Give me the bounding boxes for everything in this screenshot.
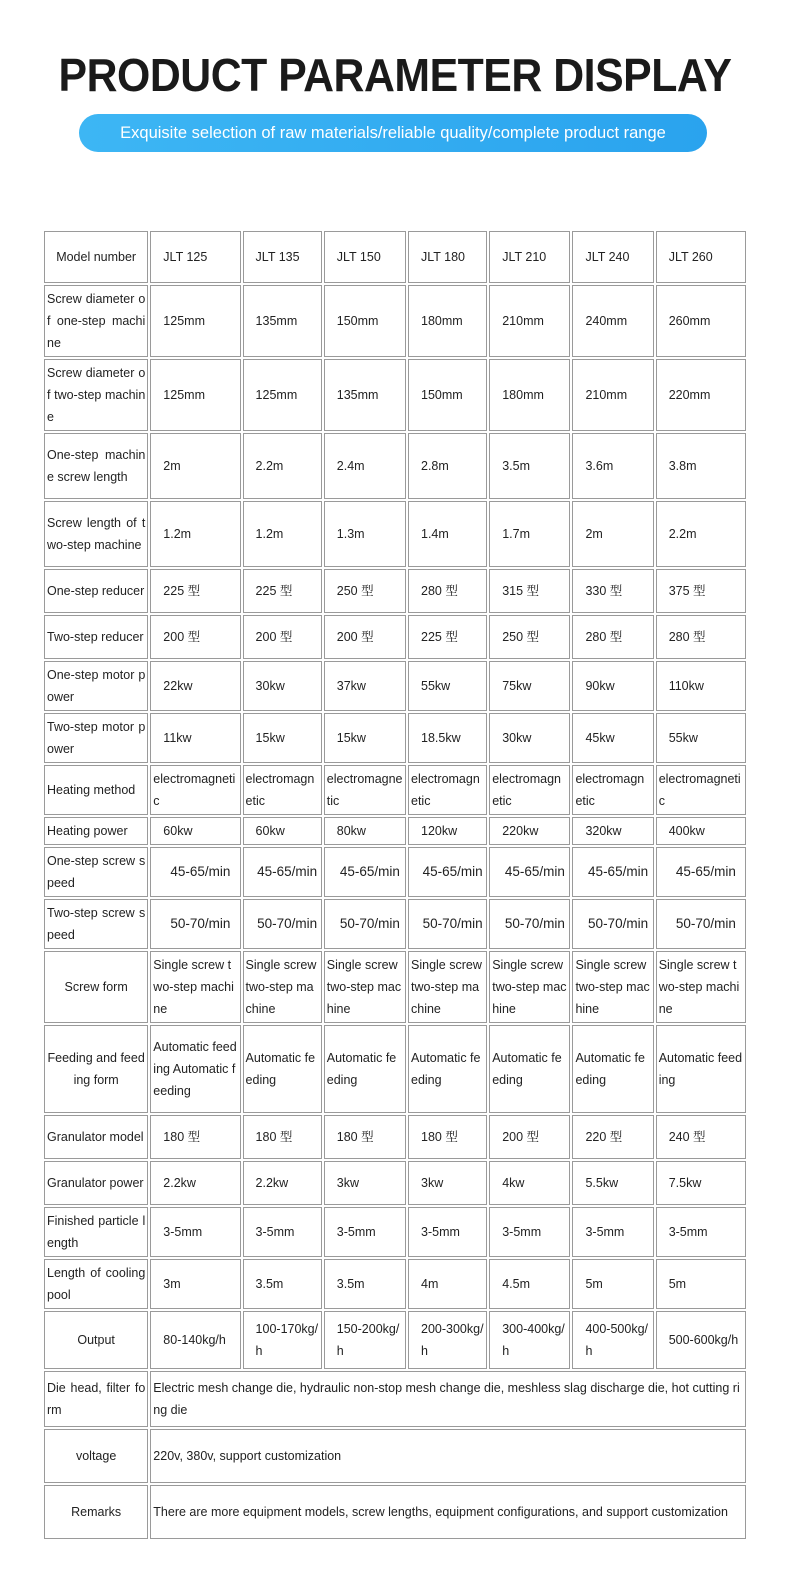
table-cell: JLT 135 (243, 231, 322, 283)
table-cell: Single screw two-step machine (656, 951, 746, 1023)
table-cell: JLT 180 (408, 231, 487, 283)
parameter-table (42, 229, 748, 1541)
table-cell: Single screw two-step machine (408, 951, 487, 1023)
table-cell: 45kw (572, 713, 653, 763)
table-row (44, 359, 746, 431)
table-cell: 50-70/min (572, 899, 653, 949)
row-label: One-step screw speed (44, 847, 148, 897)
table-cell: 5.5kw (572, 1161, 653, 1205)
table-row-die-head (44, 1371, 746, 1427)
table-cell: Automatic feeding (572, 1025, 653, 1113)
table-cell: Single screw two-step machine (150, 951, 240, 1023)
table-cell: 120kw (408, 817, 487, 845)
row-label: Two-step reducer (44, 615, 148, 659)
table-cell: 75kw (489, 661, 570, 711)
table-cell: 3.5m (324, 1259, 406, 1309)
table-cell: 30kw (489, 713, 570, 763)
table-cell: Automatic feeding (324, 1025, 406, 1113)
table-cell: 45-65/min (656, 847, 746, 897)
table-cell: 50-70/min (150, 899, 240, 949)
table-cell: JLT 260 (656, 231, 746, 283)
remarks-value: There are more equipment models, screw lengths, equipment configurations, and support customization (150, 1485, 746, 1539)
table-cell: 225 型 (150, 569, 240, 613)
table-cell: 3-5mm (572, 1207, 653, 1257)
table-cell: 45-65/min (572, 847, 653, 897)
table-cell: 125mm (243, 359, 322, 431)
table-cell: 180 型 (150, 1115, 240, 1159)
table-cell: 150mm (408, 359, 487, 431)
table-cell: 3kw (324, 1161, 406, 1205)
table-cell: 3-5mm (656, 1207, 746, 1257)
table-cell: 2m (572, 501, 653, 567)
table-cell: Single screw two-step machine (243, 951, 322, 1023)
table-cell: Automatic feeding (243, 1025, 322, 1113)
table-cell: electromagnetic (656, 765, 746, 815)
row-label: Die head, filter form (44, 1371, 148, 1427)
table-cell: 45-65/min (324, 847, 406, 897)
table-cell: 45-65/min (408, 847, 487, 897)
table-cell: 5m (572, 1259, 653, 1309)
table-cell: 1.7m (489, 501, 570, 567)
table-cell: 15kw (243, 713, 322, 763)
table-cell: 315 型 (489, 569, 570, 613)
row-label: Finished particle length (44, 1207, 148, 1257)
row-label: Screw diameter of two-step machine (44, 359, 148, 431)
table-cell: 22kw (150, 661, 240, 711)
table-cell: 260mm (656, 285, 746, 357)
table-cell: 50-70/min (408, 899, 487, 949)
table-cell: 4kw (489, 1161, 570, 1205)
row-label: Feeding and feeding form (44, 1025, 148, 1113)
table-cell: 220 型 (572, 1115, 653, 1159)
table-row (44, 1259, 746, 1309)
table-row (44, 1311, 746, 1369)
table-cell: 45-65/min (489, 847, 570, 897)
table-cell: 400kw (656, 817, 746, 845)
table-cell: 240 型 (656, 1115, 746, 1159)
table-cell: 3-5mm (243, 1207, 322, 1257)
table-cell: 200 型 (243, 615, 322, 659)
row-label: Granulator model (44, 1115, 148, 1159)
table-cell: 45-65/min (243, 847, 322, 897)
table-cell: 210mm (572, 359, 653, 431)
voltage-value: 220v, 380v, support customization (150, 1429, 746, 1483)
table-cell: 90kw (572, 661, 653, 711)
table-cell: 1.4m (408, 501, 487, 567)
table-cell: 375 型 (656, 569, 746, 613)
table-cell: 3m (150, 1259, 240, 1309)
table-cell: 55kw (656, 713, 746, 763)
row-label: Heating power (44, 817, 148, 845)
table-cell: JLT 240 (572, 231, 653, 283)
table-cell: 400-500kg/h (572, 1311, 653, 1369)
table-cell: Automatic feeding (489, 1025, 570, 1113)
table-cell: 55kw (408, 661, 487, 711)
table-cell: JLT 125 (150, 231, 240, 283)
table-cell: 180 型 (243, 1115, 322, 1159)
table-row (44, 661, 746, 711)
table-cell: electromagnetic (572, 765, 653, 815)
table-row (44, 1207, 746, 1257)
table-cell: JLT 210 (489, 231, 570, 283)
table-cell: 500-600kg/h (656, 1311, 746, 1369)
table-cell: 2.2kw (243, 1161, 322, 1205)
table-cell: Single screw two-step machine (489, 951, 570, 1023)
row-label: Model number (44, 231, 148, 283)
row-label: voltage (44, 1429, 148, 1483)
table-cell: 3.5m (489, 433, 570, 499)
table-cell: 250 型 (489, 615, 570, 659)
table-row (44, 1025, 746, 1113)
row-label: Heating method (44, 765, 148, 815)
table-cell: 300-400kg/h (489, 1311, 570, 1369)
row-label: One-step machine screw length (44, 433, 148, 499)
table-cell: 80kw (324, 817, 406, 845)
table-cell: 330 型 (572, 569, 653, 613)
table-cell: 200 型 (324, 615, 406, 659)
table-cell: JLT 150 (324, 231, 406, 283)
table-cell: 3-5mm (324, 1207, 406, 1257)
table-cell: 37kw (324, 661, 406, 711)
row-label: One-step motor power (44, 661, 148, 711)
table-cell: 200 型 (150, 615, 240, 659)
table-row (44, 1115, 746, 1159)
table-cell: electromagnetic (408, 765, 487, 815)
table-cell: Automatic feeding (408, 1025, 487, 1113)
table-cell: 1.2m (243, 501, 322, 567)
table-cell: 2.2kw (150, 1161, 240, 1205)
table-cell: 180mm (489, 359, 570, 431)
table-cell: 280 型 (408, 569, 487, 613)
table-cell: 50-70/min (243, 899, 322, 949)
page-title: PRODUCT PARAMETER DISPLAY (58, 49, 732, 101)
table-cell: 2.2m (243, 433, 322, 499)
table-cell: 80-140kg/h (150, 1311, 240, 1369)
table-cell: 2.4m (324, 433, 406, 499)
table-cell: 280 型 (656, 615, 746, 659)
table-cell: 2m (150, 433, 240, 499)
table-row (44, 615, 746, 659)
row-label: Granulator power (44, 1161, 148, 1205)
table-cell: 4.5m (489, 1259, 570, 1309)
table-row (44, 817, 746, 845)
table-cell: 18.5kw (408, 713, 487, 763)
row-label: Remarks (44, 1485, 148, 1539)
table-cell: 3.6m (572, 433, 653, 499)
table-cell: 30kw (243, 661, 322, 711)
table-cell: 50-70/min (324, 899, 406, 949)
subtitle-banner (79, 114, 707, 152)
table-cell: Automatic feeding (656, 1025, 746, 1113)
table-cell: 11kw (150, 713, 240, 763)
table-row (44, 285, 746, 357)
table-cell: 2.8m (408, 433, 487, 499)
table-cell: 180 型 (324, 1115, 406, 1159)
table-cell: Automatic feeding Automatic feeding (150, 1025, 240, 1113)
table-cell: 150mm (324, 285, 406, 357)
table-cell: 150-200kg/h (324, 1311, 406, 1369)
table-cell: 50-70/min (489, 899, 570, 949)
table-cell: 100-170kg/h (243, 1311, 322, 1369)
table-cell: electromagnetic (489, 765, 570, 815)
table-cell: 125mm (150, 285, 240, 357)
table-cell: 3-5mm (408, 1207, 487, 1257)
table-cell: 280 型 (572, 615, 653, 659)
row-label: Output (44, 1311, 148, 1369)
table-cell: electromagnetic (243, 765, 322, 815)
table-cell: 210mm (489, 285, 570, 357)
table-cell: 240mm (572, 285, 653, 357)
table-cell: 60kw (150, 817, 240, 845)
table-cell: 180 型 (408, 1115, 487, 1159)
table-row (44, 433, 746, 499)
table-cell: 60kw (243, 817, 322, 845)
table-row (44, 713, 746, 763)
row-label: Screw form (44, 951, 148, 1023)
table-row (44, 569, 746, 613)
table-cell: 1.2m (150, 501, 240, 567)
row-label: Screw length of two-step machine (44, 501, 148, 567)
table-cell: 250 型 (324, 569, 406, 613)
row-label: Two-step screw speed (44, 899, 148, 949)
table-cell: 225 型 (408, 615, 487, 659)
table-cell: 320kw (572, 817, 653, 845)
table-row (44, 501, 746, 567)
table-cell: 135mm (243, 285, 322, 357)
table-cell: 220kw (489, 817, 570, 845)
table-cell: 45-65/min (150, 847, 240, 897)
die-head-value: Electric mesh change die, hydraulic non-stop mesh change die, meshless slag discharge die, hot cutting ring die (150, 1371, 746, 1427)
row-label: One-step reducer (44, 569, 148, 613)
table-cell: 50-70/min (656, 899, 746, 949)
table-row-remarks (44, 1485, 746, 1539)
row-label: Length of cooling pool (44, 1259, 148, 1309)
table-cell: 200-300kg/h (408, 1311, 487, 1369)
table-cell: 125mm (150, 359, 240, 431)
table-cell: electromagnetic (150, 765, 240, 815)
table-cell: 225 型 (243, 569, 322, 613)
row-label: Screw diameter of one-step machine (44, 285, 148, 357)
table-cell: 1.3m (324, 501, 406, 567)
table-cell: 7.5kw (656, 1161, 746, 1205)
table-cell: 3.8m (656, 433, 746, 499)
table-cell: 2.2m (656, 501, 746, 567)
table-cell: 4m (408, 1259, 487, 1309)
table-row (44, 899, 746, 949)
subtitle-text: Exquisite selection of raw materials/reliable quality/complete product range (120, 123, 666, 142)
table-cell: 3kw (408, 1161, 487, 1205)
table-cell: 110kw (656, 661, 746, 711)
table-cell: 3.5m (243, 1259, 322, 1309)
table-cell: 180mm (408, 285, 487, 357)
table-cell: 5m (656, 1259, 746, 1309)
table-cell: electromagnetic (324, 765, 406, 815)
table-cell: 3-5mm (150, 1207, 240, 1257)
table-row (44, 231, 746, 283)
table-cell: 220mm (656, 359, 746, 431)
table-cell: 200 型 (489, 1115, 570, 1159)
table-row (44, 847, 746, 897)
row-label: Two-step motor power (44, 713, 148, 763)
table-cell: 3-5mm (489, 1207, 570, 1257)
table-row (44, 1161, 746, 1205)
table-cell: Single screw two-step machine (324, 951, 406, 1023)
table-row-voltage (44, 1429, 746, 1483)
table-row (44, 951, 746, 1023)
table-row (44, 765, 746, 815)
table-cell: 135mm (324, 359, 406, 431)
table-cell: Single screw two-step machine (572, 951, 653, 1023)
table-cell: 15kw (324, 713, 406, 763)
